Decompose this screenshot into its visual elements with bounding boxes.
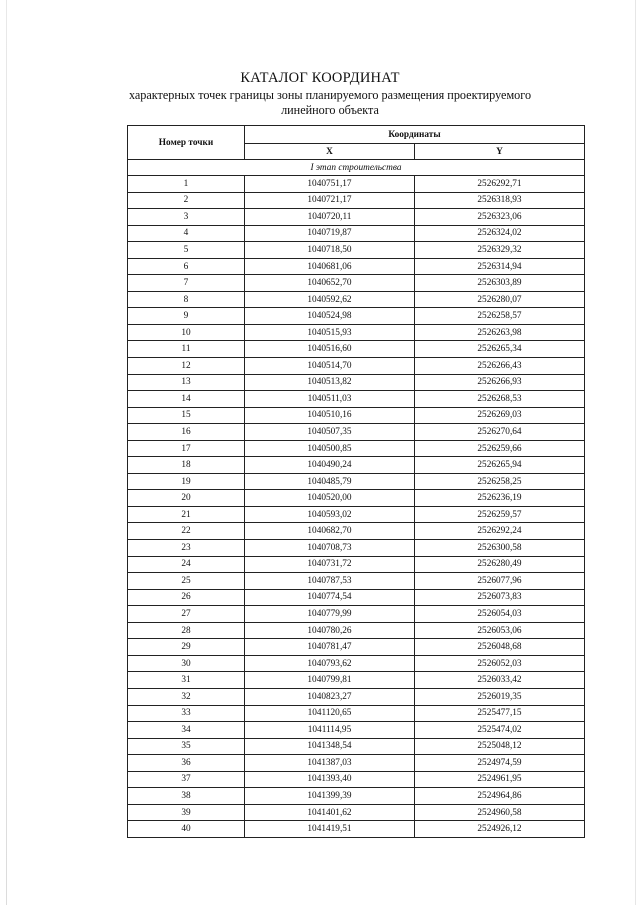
y-coordinate-cell: 2524960,58 bbox=[415, 804, 585, 821]
point-number-cell: 3 bbox=[128, 209, 245, 226]
subtitle-line: линейного объекта bbox=[281, 103, 379, 117]
x-coordinate-cell: 1040592,62 bbox=[245, 291, 415, 308]
y-coordinate-cell: 2526266,93 bbox=[415, 374, 585, 391]
point-number-cell: 26 bbox=[128, 589, 245, 606]
x-coordinate-cell: 1040774,54 bbox=[245, 589, 415, 606]
table-row bbox=[128, 440, 585, 457]
x-coordinate-cell: 1041348,54 bbox=[245, 738, 415, 755]
y-coordinate-cell: 2526268,53 bbox=[415, 391, 585, 408]
point-number-cell: 27 bbox=[128, 606, 245, 623]
y-coordinate-cell: 2525048,12 bbox=[415, 738, 585, 755]
point-number-cell: 40 bbox=[128, 821, 245, 838]
x-coordinate-cell: 1041401,62 bbox=[245, 804, 415, 821]
page-edge bbox=[6, 0, 7, 905]
point-number-cell: 34 bbox=[128, 722, 245, 739]
table-row bbox=[128, 374, 585, 391]
table-row bbox=[128, 804, 585, 821]
x-coordinate-cell: 1041419,51 bbox=[245, 821, 415, 838]
y-coordinate-cell: 2524961,95 bbox=[415, 771, 585, 788]
x-coordinate-cell: 1040799,81 bbox=[245, 672, 415, 689]
x-coordinate-cell: 1040490,24 bbox=[245, 457, 415, 474]
table-row bbox=[128, 705, 585, 722]
point-number-cell: 14 bbox=[128, 391, 245, 408]
x-coordinate-cell: 1040720,11 bbox=[245, 209, 415, 226]
x-coordinate-cell: 1040524,98 bbox=[245, 308, 415, 325]
y-coordinate-cell: 2525474,02 bbox=[415, 722, 585, 739]
point-number-cell: 1 bbox=[128, 176, 245, 193]
table-row bbox=[128, 407, 585, 424]
table-row bbox=[128, 556, 585, 573]
point-number-cell: 33 bbox=[128, 705, 245, 722]
table-row bbox=[128, 639, 585, 656]
y-coordinate-cell: 2526053,06 bbox=[415, 622, 585, 639]
y-coordinate-cell: 2524926,12 bbox=[415, 821, 585, 838]
x-coordinate-cell: 1040513,82 bbox=[245, 374, 415, 391]
table-row bbox=[128, 176, 585, 193]
x-coordinate-cell: 1040681,06 bbox=[245, 258, 415, 275]
point-number-cell: 5 bbox=[128, 242, 245, 259]
point-number-cell: 28 bbox=[128, 622, 245, 639]
point-number-cell: 2 bbox=[128, 192, 245, 209]
stage-label: I этап строительства bbox=[128, 160, 585, 176]
header-coordinates: Координаты bbox=[245, 126, 585, 144]
point-number-cell: 32 bbox=[128, 688, 245, 705]
y-coordinate-cell: 2526280,49 bbox=[415, 556, 585, 573]
point-number-cell: 20 bbox=[128, 490, 245, 507]
y-coordinate-cell: 2526259,66 bbox=[415, 440, 585, 457]
x-coordinate-cell: 1040520,00 bbox=[245, 490, 415, 507]
y-coordinate-cell: 2524964,86 bbox=[415, 788, 585, 805]
table-row bbox=[128, 242, 585, 259]
point-number-cell: 16 bbox=[128, 424, 245, 441]
point-number-cell: 21 bbox=[128, 506, 245, 523]
y-coordinate-cell: 2526073,83 bbox=[415, 589, 585, 606]
table-row bbox=[128, 358, 585, 375]
document-title: КАТАЛОГ КООРДИНАТ bbox=[240, 70, 400, 86]
table-row bbox=[128, 788, 585, 805]
y-coordinate-cell: 2526300,58 bbox=[415, 540, 585, 557]
y-coordinate-cell: 2526303,89 bbox=[415, 275, 585, 292]
coordinates-table bbox=[127, 125, 585, 838]
x-coordinate-cell: 1040593,02 bbox=[245, 506, 415, 523]
y-coordinate-cell: 2526258,57 bbox=[415, 308, 585, 325]
x-coordinate-cell: 1040731,72 bbox=[245, 556, 415, 573]
table-row bbox=[128, 341, 585, 358]
point-number-cell: 29 bbox=[128, 639, 245, 656]
point-number-cell: 25 bbox=[128, 573, 245, 590]
x-coordinate-cell: 1040514,70 bbox=[245, 358, 415, 375]
table-row bbox=[128, 589, 585, 606]
x-coordinate-cell: 1040652,70 bbox=[245, 275, 415, 292]
x-coordinate-cell: 1040485,79 bbox=[245, 473, 415, 490]
table-row bbox=[128, 473, 585, 490]
point-number-cell: 15 bbox=[128, 407, 245, 424]
y-coordinate-cell: 2526292,71 bbox=[415, 176, 585, 193]
y-coordinate-cell: 2526318,93 bbox=[415, 192, 585, 209]
y-coordinate-cell: 2526033,42 bbox=[415, 672, 585, 689]
x-coordinate-cell: 1040500,85 bbox=[245, 440, 415, 457]
y-coordinate-cell: 2524974,59 bbox=[415, 755, 585, 772]
table-row bbox=[128, 275, 585, 292]
header-x: X bbox=[245, 144, 415, 160]
table-row bbox=[128, 738, 585, 755]
point-number-cell: 17 bbox=[128, 440, 245, 457]
point-number-cell: 22 bbox=[128, 523, 245, 540]
point-number-cell: 39 bbox=[128, 804, 245, 821]
table-row bbox=[128, 771, 585, 788]
table-row bbox=[128, 391, 585, 408]
y-coordinate-cell: 2526019,35 bbox=[415, 688, 585, 705]
point-number-cell: 8 bbox=[128, 291, 245, 308]
table-row bbox=[128, 324, 585, 341]
point-number-cell: 11 bbox=[128, 341, 245, 358]
page-edge bbox=[635, 0, 636, 905]
point-number-cell: 7 bbox=[128, 275, 245, 292]
point-number-cell: 23 bbox=[128, 540, 245, 557]
y-coordinate-cell: 2526323,06 bbox=[415, 209, 585, 226]
point-number-cell: 36 bbox=[128, 755, 245, 772]
x-coordinate-cell: 1040718,50 bbox=[245, 242, 415, 259]
y-coordinate-cell: 2526266,43 bbox=[415, 358, 585, 375]
x-coordinate-cell: 1040515,93 bbox=[245, 324, 415, 341]
y-coordinate-cell: 2526263,98 bbox=[415, 324, 585, 341]
y-coordinate-cell: 2526258,25 bbox=[415, 473, 585, 490]
point-number-cell: 38 bbox=[128, 788, 245, 805]
table-row bbox=[128, 308, 585, 325]
x-coordinate-cell: 1040682,70 bbox=[245, 523, 415, 540]
x-coordinate-cell: 1040781,47 bbox=[245, 639, 415, 656]
table-row bbox=[128, 209, 585, 226]
x-coordinate-cell: 1040511,03 bbox=[245, 391, 415, 408]
table-row bbox=[128, 192, 585, 209]
x-coordinate-cell: 1040751,17 bbox=[245, 176, 415, 193]
x-coordinate-cell: 1040787,53 bbox=[245, 573, 415, 590]
x-coordinate-cell: 1040719,87 bbox=[245, 225, 415, 242]
point-number-cell: 19 bbox=[128, 473, 245, 490]
point-number-cell: 9 bbox=[128, 308, 245, 325]
table-row bbox=[128, 523, 585, 540]
y-coordinate-cell: 2526292,24 bbox=[415, 523, 585, 540]
x-coordinate-cell: 1040708,73 bbox=[245, 540, 415, 557]
point-number-cell: 13 bbox=[128, 374, 245, 391]
table-row bbox=[128, 821, 585, 838]
point-number-cell: 4 bbox=[128, 225, 245, 242]
x-coordinate-cell: 1040779,99 bbox=[245, 606, 415, 623]
table-row bbox=[128, 655, 585, 672]
table-row bbox=[128, 606, 585, 623]
y-coordinate-cell: 2526324,02 bbox=[415, 225, 585, 242]
y-coordinate-cell: 2526329,32 bbox=[415, 242, 585, 259]
table-row bbox=[128, 755, 585, 772]
x-coordinate-cell: 1040823,27 bbox=[245, 688, 415, 705]
table-row bbox=[128, 722, 585, 739]
point-number-cell: 31 bbox=[128, 672, 245, 689]
y-coordinate-cell: 2526265,94 bbox=[415, 457, 585, 474]
y-coordinate-cell: 2526259,57 bbox=[415, 506, 585, 523]
y-coordinate-cell: 2525477,15 bbox=[415, 705, 585, 722]
x-coordinate-cell: 1041393,40 bbox=[245, 771, 415, 788]
point-number-cell: 24 bbox=[128, 556, 245, 573]
x-coordinate-cell: 1041120,65 bbox=[245, 705, 415, 722]
point-number-cell: 18 bbox=[128, 457, 245, 474]
table-row bbox=[128, 622, 585, 639]
y-coordinate-cell: 2526265,34 bbox=[415, 341, 585, 358]
x-coordinate-cell: 1041114,95 bbox=[245, 722, 415, 739]
point-number-cell: 12 bbox=[128, 358, 245, 375]
table-row bbox=[128, 688, 585, 705]
x-coordinate-cell: 1040510,16 bbox=[245, 407, 415, 424]
table-row bbox=[128, 506, 585, 523]
table-row bbox=[128, 573, 585, 590]
table-row bbox=[128, 291, 585, 308]
y-coordinate-cell: 2526269,03 bbox=[415, 407, 585, 424]
point-number-cell: 37 bbox=[128, 771, 245, 788]
table-row bbox=[128, 457, 585, 474]
table-row bbox=[128, 258, 585, 275]
y-coordinate-cell: 2526270,64 bbox=[415, 424, 585, 441]
y-coordinate-cell: 2526054,03 bbox=[415, 606, 585, 623]
header-point-number: Номер точки bbox=[128, 126, 245, 160]
point-number-cell: 10 bbox=[128, 324, 245, 341]
table-row bbox=[128, 540, 585, 557]
header-y: Y bbox=[415, 144, 585, 160]
subtitle-line: характерных точек границы зоны планируемого размещения проектируемого bbox=[128, 88, 532, 102]
y-coordinate-cell: 2526236,19 bbox=[415, 490, 585, 507]
point-number-cell: 35 bbox=[128, 738, 245, 755]
x-coordinate-cell: 1041387,03 bbox=[245, 755, 415, 772]
x-coordinate-cell: 1040516,60 bbox=[245, 341, 415, 358]
document-subtitle bbox=[90, 88, 570, 118]
y-coordinate-cell: 2526077,96 bbox=[415, 573, 585, 590]
x-coordinate-cell: 1040793,62 bbox=[245, 655, 415, 672]
x-coordinate-cell: 1040780,26 bbox=[245, 622, 415, 639]
table-row bbox=[128, 424, 585, 441]
point-number-cell: 30 bbox=[128, 655, 245, 672]
x-coordinate-cell: 1040507,35 bbox=[245, 424, 415, 441]
x-coordinate-cell: 1041399,39 bbox=[245, 788, 415, 805]
y-coordinate-cell: 2526048,68 bbox=[415, 639, 585, 656]
table-row bbox=[128, 225, 585, 242]
y-coordinate-cell: 2526280,07 bbox=[415, 291, 585, 308]
table-row bbox=[128, 490, 585, 507]
y-coordinate-cell: 2526052,03 bbox=[415, 655, 585, 672]
point-number-cell: 6 bbox=[128, 258, 245, 275]
y-coordinate-cell: 2526314,94 bbox=[415, 258, 585, 275]
table-row bbox=[128, 672, 585, 689]
x-coordinate-cell: 1040721,17 bbox=[245, 192, 415, 209]
